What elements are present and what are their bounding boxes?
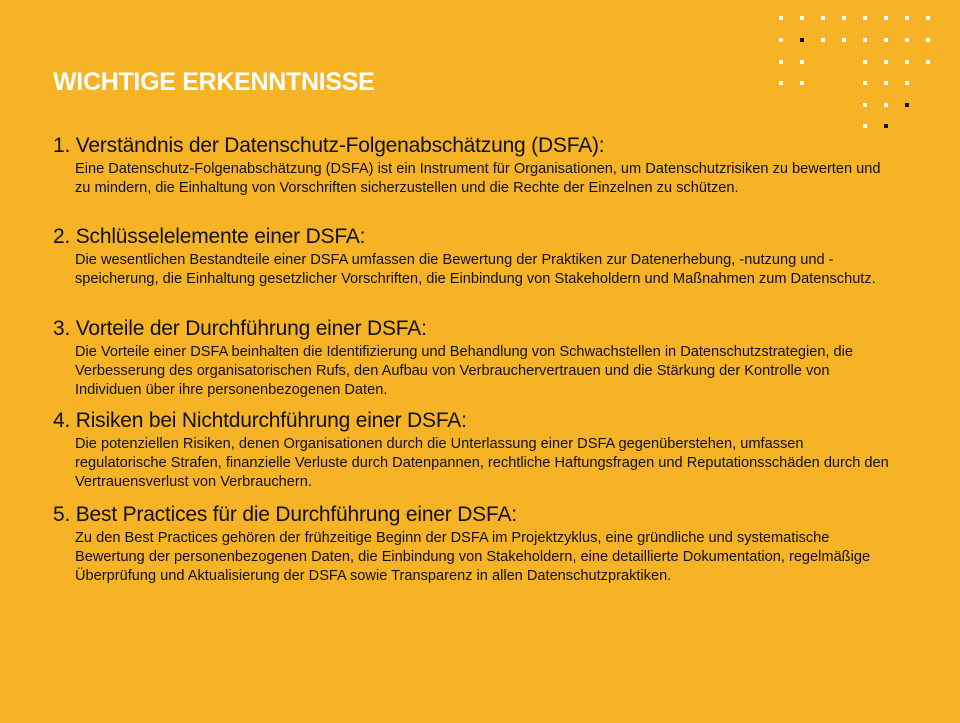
takeaway-body: Zu den Best Practices gehören der frühzeitige Beginn der DSFA im Projektzyklus, eine gründliche und systematische Bewertung der personenbezogenen Daten, die Einbindung von Stakeholdern, eine detaillierte Dokumentation, regelmäßige Überprüfung und Aktualisierung der DSFA sowie Transparenz in allen Datenschutzpraktiken. — [75, 530, 871, 584]
decor-dot — [863, 38, 867, 42]
decor-dot — [905, 16, 909, 20]
takeaway-item — [53, 134, 953, 198]
decor-dot — [779, 16, 783, 20]
takeaway-body: Eine Datenschutz-Folgenabschätzung (DSFA) ist ein Instrument für Organisationen, um Datenschutzrisiken zu bewerten und zu mindern, die Einhaltung von Vorschriften sicherzustellen und die Rechte der Einzelnen zu schützen. — [75, 161, 881, 196]
takeaway-heading: 5. Best Practices für die Durchführung einer DSFA: — [53, 503, 517, 526]
decor-dot — [884, 60, 888, 64]
takeaway-body: Die potenziellen Risiken, denen Organisationen durch die Unterlassung einer DSFA gegenüberstehen, umfassen regulatorische Strafen, finanzielle Verluste durch Datenpannen, rechtliche Haftungsfragen und Reputationsschäden durch den Vertrauensverlust von Verbrauchern. — [75, 436, 889, 490]
takeaway-heading: 2. Schlüsselelemente einer DSFA: — [53, 225, 366, 248]
decor-dot — [821, 16, 825, 20]
decor-dot — [800, 16, 804, 20]
decor-dot — [926, 60, 930, 64]
decor-dot — [863, 60, 867, 64]
decor-dot — [863, 81, 867, 85]
decor-dot — [863, 16, 867, 20]
takeaway-item — [53, 225, 953, 289]
decor-dot — [779, 38, 783, 42]
decor-dot — [884, 103, 888, 107]
decor-dot — [842, 16, 846, 20]
decor-dot — [800, 60, 804, 64]
takeaway-heading: 3. Vorteile der Durchführung einer DSFA: — [53, 317, 427, 340]
decor-dot — [779, 81, 783, 85]
decor-dot — [926, 16, 930, 20]
decor-dot — [884, 16, 888, 20]
takeaway-heading: 4. Risiken bei Nichtdurchführung einer DSFA: — [53, 409, 467, 432]
decor-dot — [905, 38, 909, 42]
decor-dot — [884, 38, 888, 42]
takeaway-body: Die Vorteile einer DSFA beinhalten die Identifizierung und Behandlung von Schwachstellen in Datenschutzstrategien, die Verbesserung des organisatorischen Rufs, den Aufbau von Verbrauchervertrauen und die Stärkung der Kontrolle von Individuen über ihre personenbezogenen Daten. — [75, 344, 854, 398]
takeaway-item — [53, 317, 953, 400]
decor-dot — [863, 124, 867, 128]
decor-dot — [884, 124, 888, 128]
takeaway-heading: 1. Verständnis der Datenschutz-Folgenabschätzung (DSFA): — [53, 134, 605, 157]
decor-dot — [926, 38, 930, 42]
decor-dot — [821, 38, 825, 42]
takeaway-item — [53, 503, 953, 586]
decor-dot — [800, 38, 804, 42]
takeaway-body: Die wesentlichen Bestandteile einer DSFA umfassen die Bewertung der Praktiken zur Datenerhebung, -nutzung und -speicherung, die Einhaltung gesetzlicher Vorschriften, die Einbindung von Stakeholdern und Maßnahmen zum Datenschutz. — [75, 252, 876, 287]
decor-dot — [779, 60, 783, 64]
decor-dot — [884, 81, 888, 85]
decor-dot — [905, 60, 909, 64]
takeaway-item — [53, 409, 953, 492]
decor-dot — [800, 81, 804, 85]
decor-dot — [842, 38, 846, 42]
page-title: WICHTIGE ERKENNTNISSE — [53, 68, 375, 96]
decor-dot — [863, 103, 867, 107]
decor-dot — [905, 81, 909, 85]
decor-dot — [905, 103, 909, 107]
